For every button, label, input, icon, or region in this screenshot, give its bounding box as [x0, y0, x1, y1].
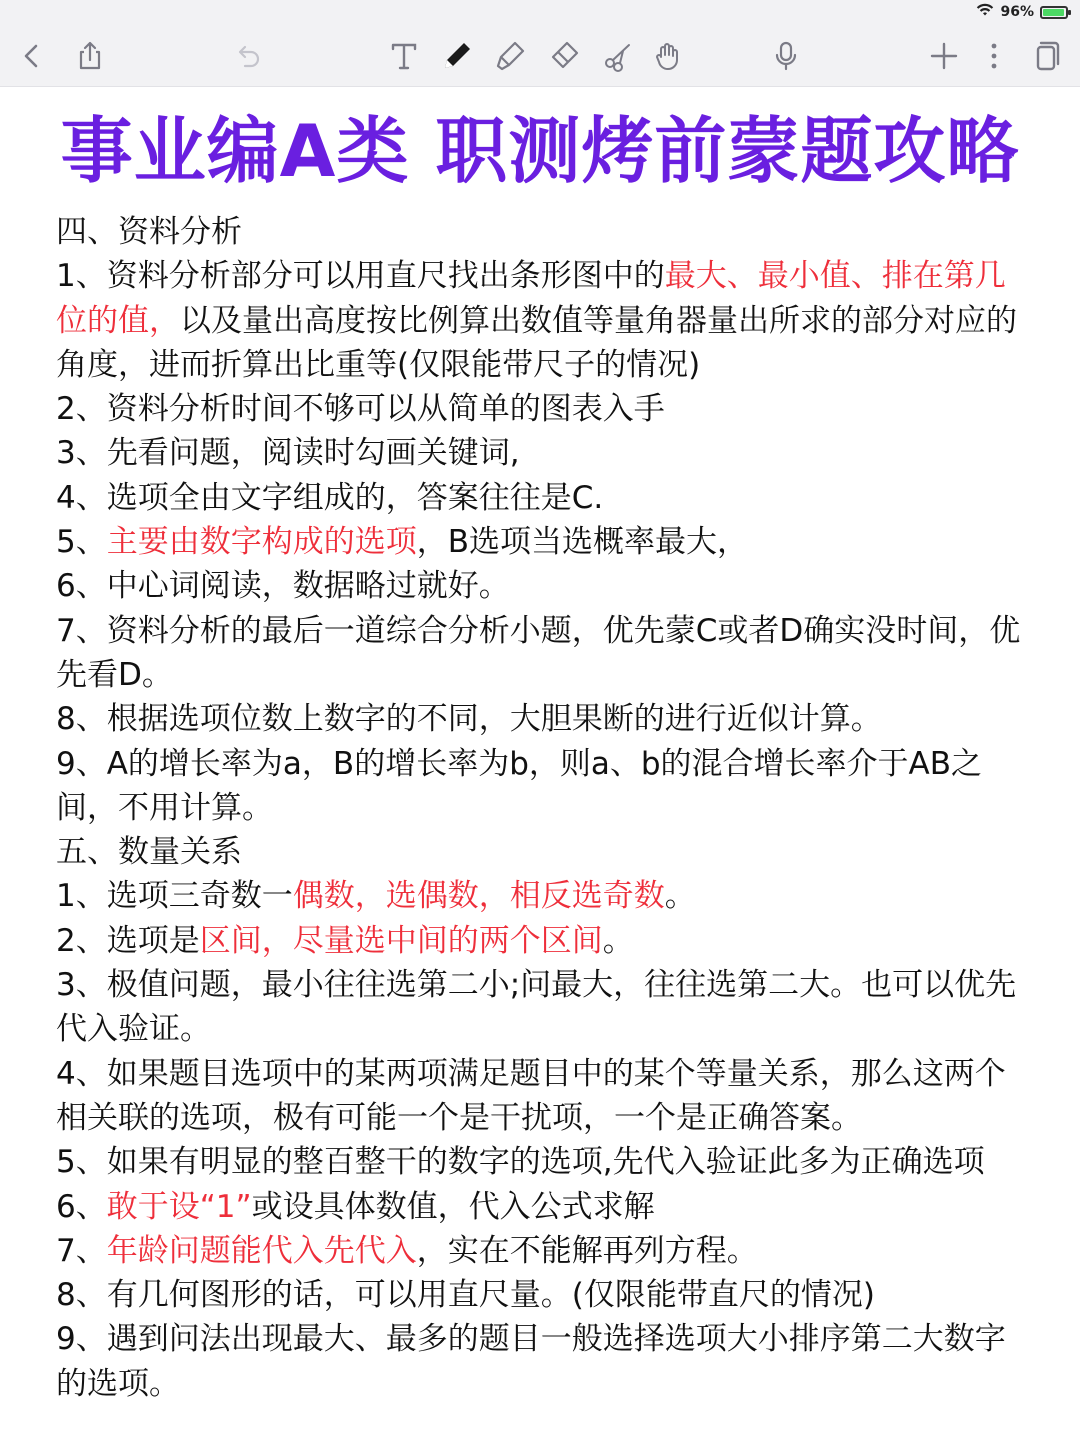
item-text: 4、选项全由文字组成的，答案往往是C. [56, 479, 604, 516]
list-item [56, 520, 1036, 564]
item-text: 5、如果有明显的整百整干的数字的选项,先代入验证此多为正确选项 [56, 1144, 985, 1181]
eraser-icon[interactable] [544, 36, 584, 76]
battery-level [1043, 9, 1064, 16]
item-text: 3、先看问题，阅读时勾画关键词, [56, 435, 520, 472]
note-body [56, 210, 1036, 1406]
add-icon[interactable] [924, 36, 964, 76]
list-item [56, 609, 1036, 698]
highlighted-text: 主要由数字构成的选项 [106, 524, 417, 561]
list-item [56, 564, 1036, 608]
text-tool-icon[interactable] [384, 36, 424, 76]
item-text: 9、遇到问法出现最大、最多的题目一般选择选项大小排序第二大数字的选项。 [56, 1321, 1006, 1402]
item-text: 5、 [56, 524, 107, 561]
item-text: 7、 [56, 1232, 107, 1269]
toolbar [0, 26, 1080, 87]
more-icon[interactable] [974, 36, 1014, 76]
item-text: 3、极值问题，最小往往选第二小;问最大，往往选第二大。也可以优先代入验证。 [56, 967, 1017, 1048]
item-text: 8、有几何图形的话，可以用直尺量。(仅限能带直尺的情况) [56, 1277, 875, 1314]
item-text: ，B选项当选概率最大， [416, 524, 749, 561]
highlighted-text: 年龄问题能代入先代入 [106, 1232, 417, 1269]
item-text: 2、选项是 [56, 922, 200, 959]
undo-icon[interactable] [228, 36, 268, 76]
pen-icon[interactable] [437, 36, 477, 76]
microphone-icon[interactable] [766, 36, 806, 76]
list-item [56, 1185, 1036, 1229]
battery-icon [1040, 6, 1068, 19]
page-title: 事业编A类 职测烤前蒙题攻略 [60, 109, 1020, 193]
battery-percent: 96% [1000, 4, 1034, 20]
section-heading: 五、数量关系 [56, 834, 242, 871]
item-text: 1、选项三奇数一 [56, 878, 293, 915]
list-item [56, 1140, 1036, 1184]
item-text: 。 [602, 922, 634, 959]
lasso-scissors-icon[interactable] [598, 36, 638, 76]
list-item [56, 742, 1036, 831]
item-text: 或设具体数值，代入公式求解 [251, 1188, 655, 1225]
share-icon[interactable] [70, 36, 110, 76]
item-text: ，实在不能解再列方程。 [416, 1232, 758, 1269]
status-bar [0, 0, 1080, 26]
item-text: 以及量出高度按比例算出数值等量角器量出所求的部分对应的角度，进而折算出比重等(仅限能带尺子的情况) [56, 302, 1017, 383]
item-text: 9、A的增长率为a，B的增长率为b，则a、b的混合增长率介于AB之间，不用计算。 [56, 745, 983, 826]
list-item [56, 1273, 1036, 1317]
wifi-icon [976, 3, 994, 21]
pages-icon[interactable] [1026, 36, 1066, 76]
list-item [56, 476, 1036, 520]
list-item [56, 387, 1036, 431]
highlighted-text: 区间，尽量选中间的两个区间 [199, 922, 603, 959]
list-item [56, 963, 1036, 1052]
list-item [56, 697, 1036, 741]
highlighted-text: 敢于设“1” [106, 1188, 252, 1225]
list-item [56, 919, 1036, 963]
item-text: 。 [664, 878, 696, 915]
item-text: 8、根据选项位数上数字的不同，大胆果断的进行近似计算。 [56, 701, 882, 738]
item-text: 6、 [56, 1188, 107, 1225]
hand-tool-icon[interactable] [648, 36, 688, 76]
item-text: 7、资料分析的最后一道综合分析小题，优先蒙C或者D确实没时间，优先看D。 [56, 612, 1021, 693]
list-item [56, 1317, 1036, 1406]
list-item [56, 254, 1036, 387]
list-item [56, 1052, 1036, 1141]
list-item [56, 431, 1036, 475]
list-item [56, 874, 1036, 918]
item-text: 2、资料分析时间不够可以从简单的图表入手 [56, 391, 665, 428]
back-icon[interactable] [12, 36, 52, 76]
item-text: 1、资料分析部分可以用直尺找出条形图中的 [56, 258, 665, 295]
section-heading: 四、资料分析 [56, 214, 242, 250]
status-indicators [976, 3, 1068, 21]
item-text: 4、如果题目选项中的某两项满足题目中的某个等量关系，那么这两个相关联的选项，极有可能一个是干扰项，一个是正确答案。 [56, 1055, 1006, 1136]
highlighted-text: 最大、最小值、排在第几位的值， [56, 258, 1006, 339]
item-text: 6、中心词阅读，数据略过就好。 [56, 568, 510, 605]
highlighter-icon[interactable] [490, 36, 530, 76]
list-item [56, 1229, 1036, 1273]
highlighted-text: 偶数，选偶数，相反选奇数 [292, 878, 665, 915]
